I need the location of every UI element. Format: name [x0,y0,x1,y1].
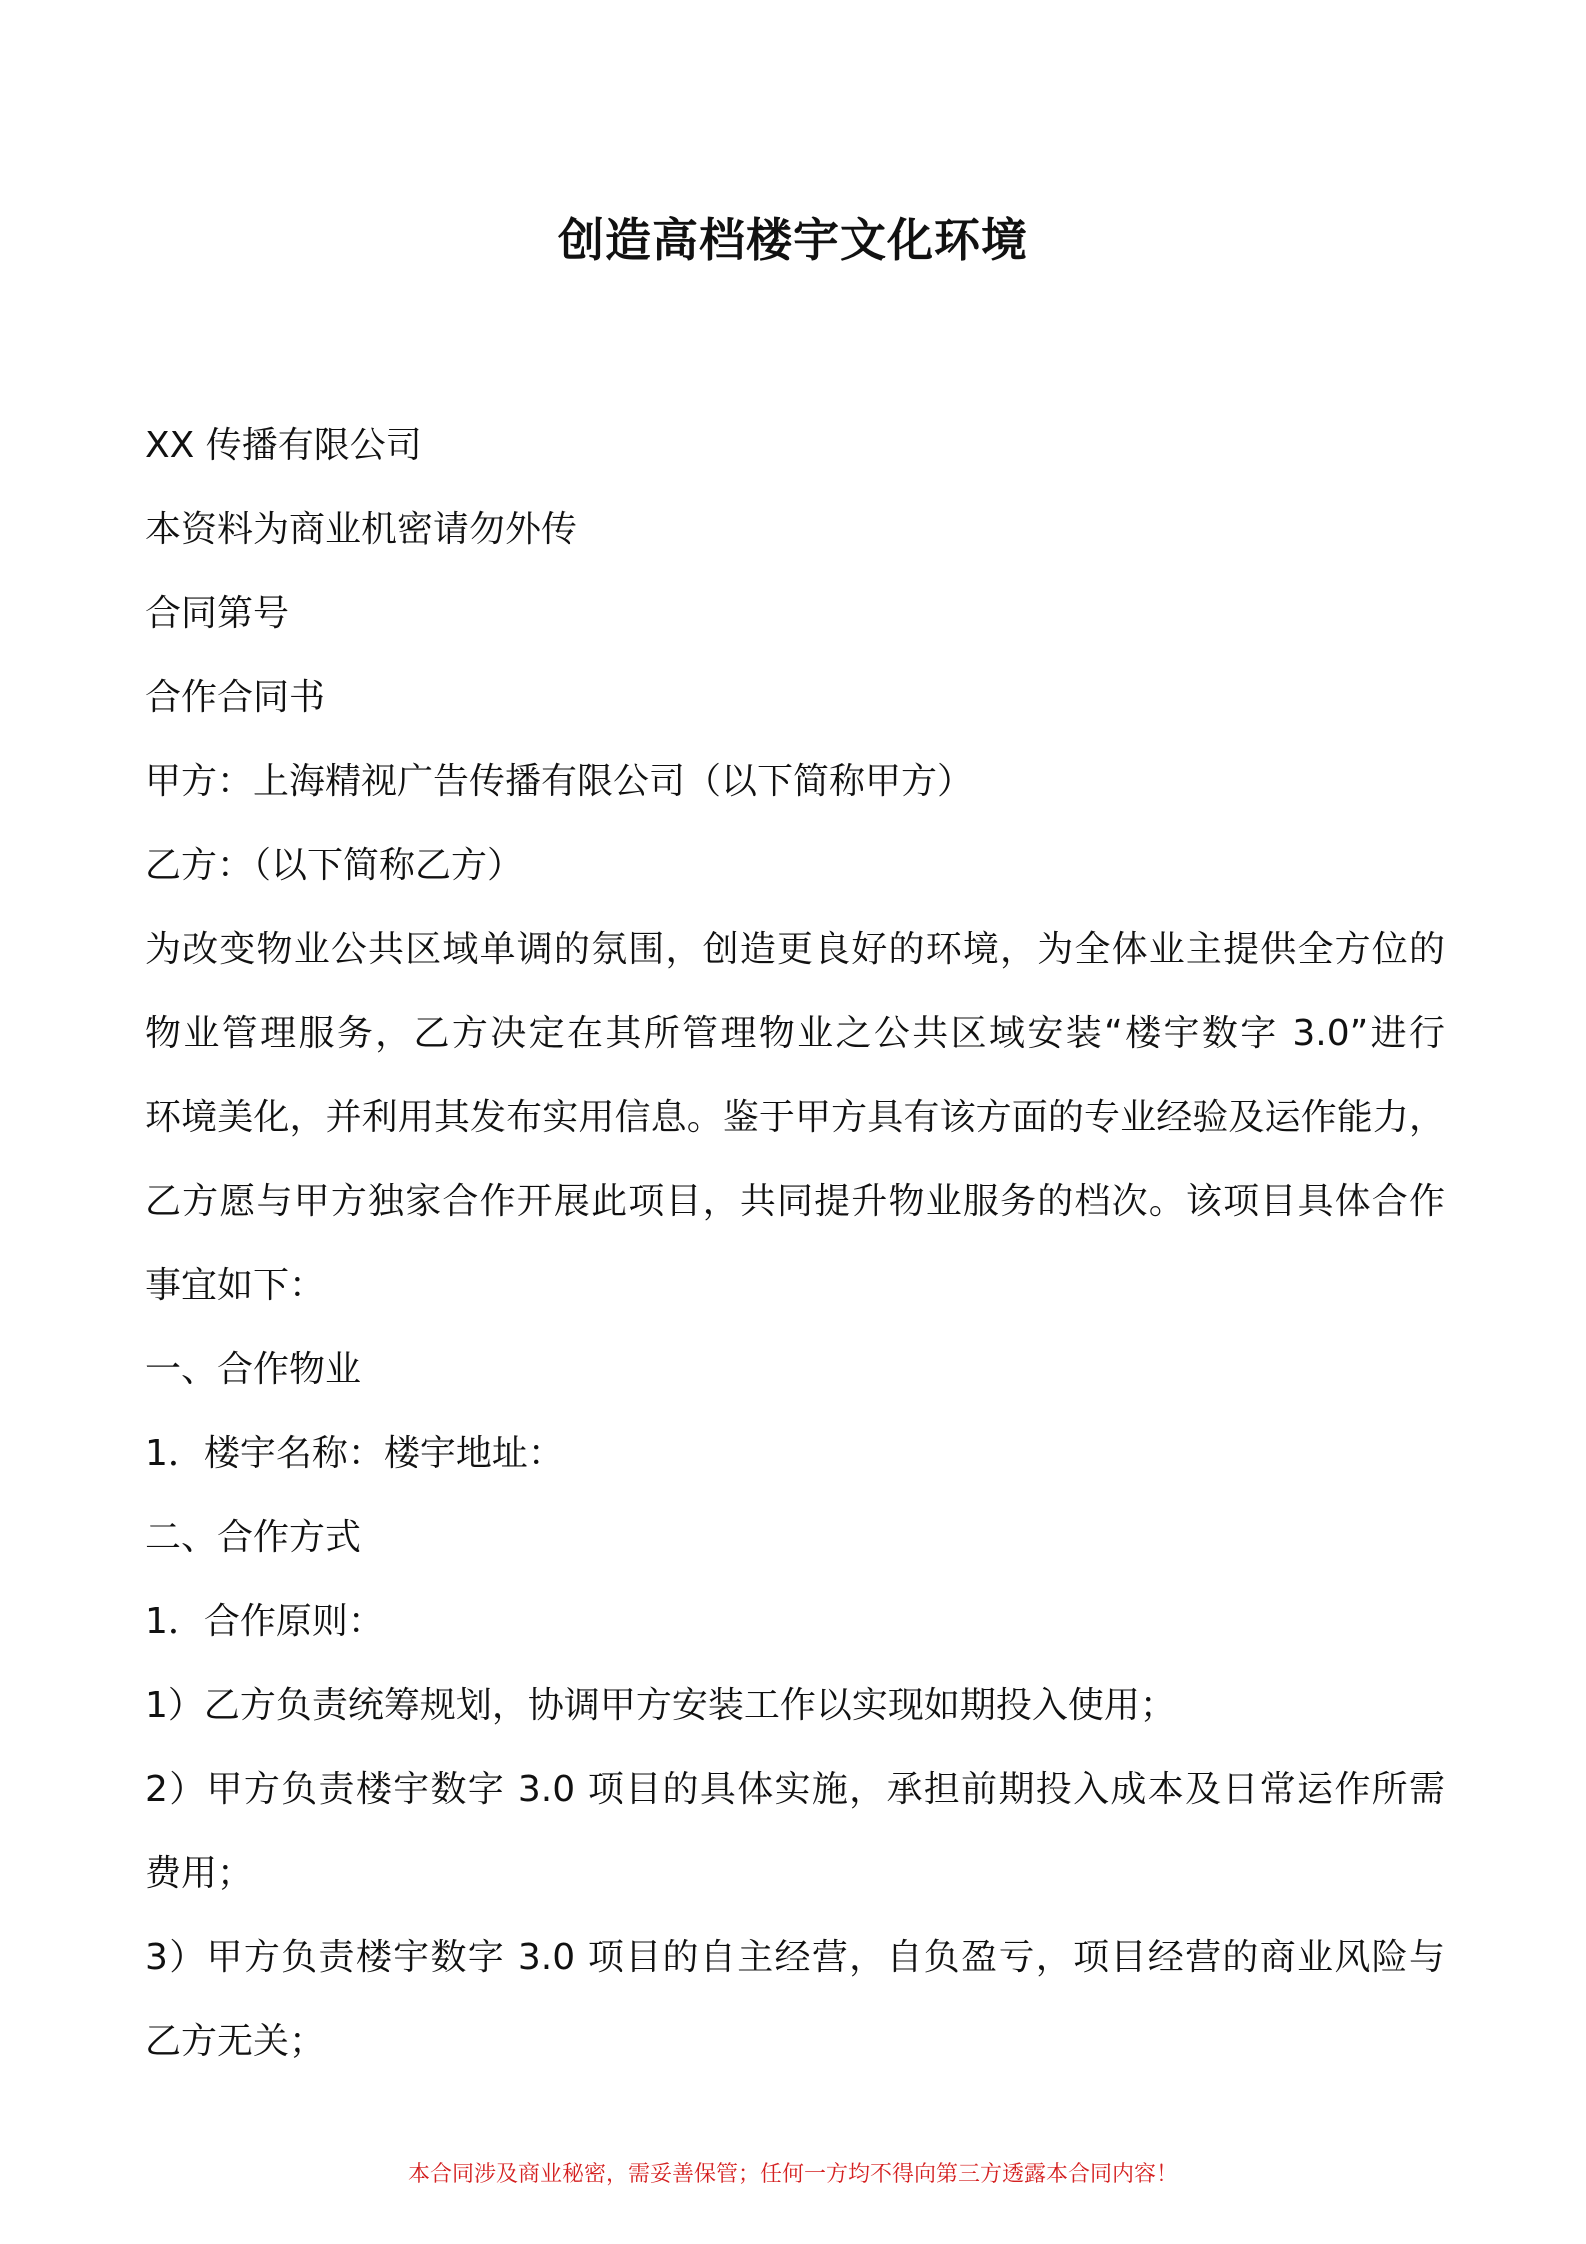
intro-line: 事宜如下： [145,1265,326,1306]
clause-line: 3）甲方负责楼宇数字 3.0 项目的自主经营，自负盈亏，项目经营的商业风险与 [145,1937,1445,1978]
company-name: XX 传播有限公司 [145,425,422,466]
contract-number: 合同第号 [145,593,290,634]
party-a: 甲方：上海精视广告传播有限公司（以下简称甲方） [145,761,974,802]
intro-line: 环境美化，并利用其发布实用信息。鉴于甲方具有该方面的专业经验及运作能力， [145,1097,1445,1138]
document-title: 创造高档楼宇文化环境 [558,213,1028,267]
clause-line: 费用； [145,1853,254,1894]
confidential-note: 本资料为商业机密请勿外传 [145,509,578,550]
party-b: 乙方：（以下简称乙方） [145,845,524,886]
intro-paragraph [145,908,1445,1328]
clause-line: 2）甲方负责楼宇数字 3.0 项目的具体实施，承担前期投入成本及日常运作所需 [145,1769,1445,1810]
document-type: 合作合同书 [145,677,326,718]
clause-item: 1）乙方负责统筹规划，协调甲方安装工作以实现如期投入使用； [145,1685,1176,1726]
section-item: 1．合作原则： [145,1601,384,1642]
clause-item [145,1916,1445,2084]
intro-line: 物业管理服务，乙方决定在其所管理物业之公共区域安装“楼宇数字 3.0”进行 [145,1013,1445,1054]
intro-line: 乙方愿与甲方独家合作开展此项目，共同提升物业服务的档次。该项目具体合作 [145,1181,1445,1222]
section-item: 1．楼宇名称：楼宇地址： [145,1433,564,1474]
intro-line: 为改变物业公共区域单调的氛围，创造更良好的环境，为全体业主提供全方位的 [145,929,1445,970]
document-body [145,404,1445,2084]
footer-notice: 本合同涉及商业秘密，需妥善保管；任何一方均不得向第三方透露本合同内容！ [407,2162,1178,2187]
clause-item [145,1748,1445,1916]
clause-line: 乙方无关； [145,2021,326,2062]
section-heading: 一、合作物业 [145,1349,362,1390]
section-heading: 二、合作方式 [145,1517,362,1558]
